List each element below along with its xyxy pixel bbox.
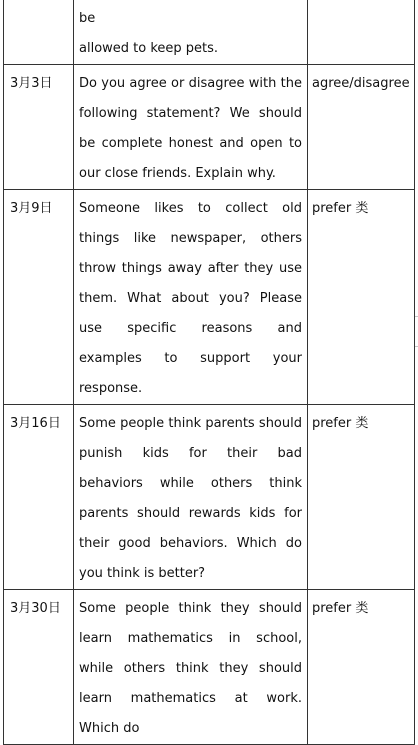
table-row <box>4 190 415 405</box>
prompt-line: be <box>79 11 96 26</box>
date-cell: 3月16日 <box>4 405 74 590</box>
document-table-container <box>3 0 414 736</box>
prompt-cell: Some people think they should learn mathematics in school, while others think they should learn mathematics at work. Which do <box>74 590 308 745</box>
date-cell <box>4 0 74 65</box>
type-cell <box>308 0 415 65</box>
prompt-cell <box>74 0 308 65</box>
date-cell: 3月30日 <box>4 590 74 745</box>
prompt-cell: Do you agree or disagree with the following statement? We should be complete honest and open to our close friends. Explain why. <box>74 65 308 190</box>
type-cell: prefer 类 <box>308 405 415 590</box>
prompt-cell: Someone likes to collect old things like newspaper, others throw things away after they use them. What about you? Please use specific reasons and examples to support your response. <box>74 190 308 405</box>
type-cell: prefer 类 <box>308 190 415 405</box>
writing-topics-table <box>3 0 415 745</box>
date-cell: 3月3日 <box>4 65 74 190</box>
table-row <box>4 0 415 65</box>
type-cell: prefer 类 <box>308 590 415 745</box>
table-row <box>4 65 415 190</box>
prompt-cell: Some people think parents should punish kids for their bad behaviors while others think parents should rewards kids for their good behaviors. Which do you think is better? <box>74 405 308 590</box>
type-cell: agree/disagree <box>308 65 415 190</box>
date-cell: 3月9日 <box>4 190 74 405</box>
prompt-line: allowed to keep pets. <box>79 41 219 56</box>
table-row <box>4 405 415 590</box>
table-row <box>4 590 415 745</box>
